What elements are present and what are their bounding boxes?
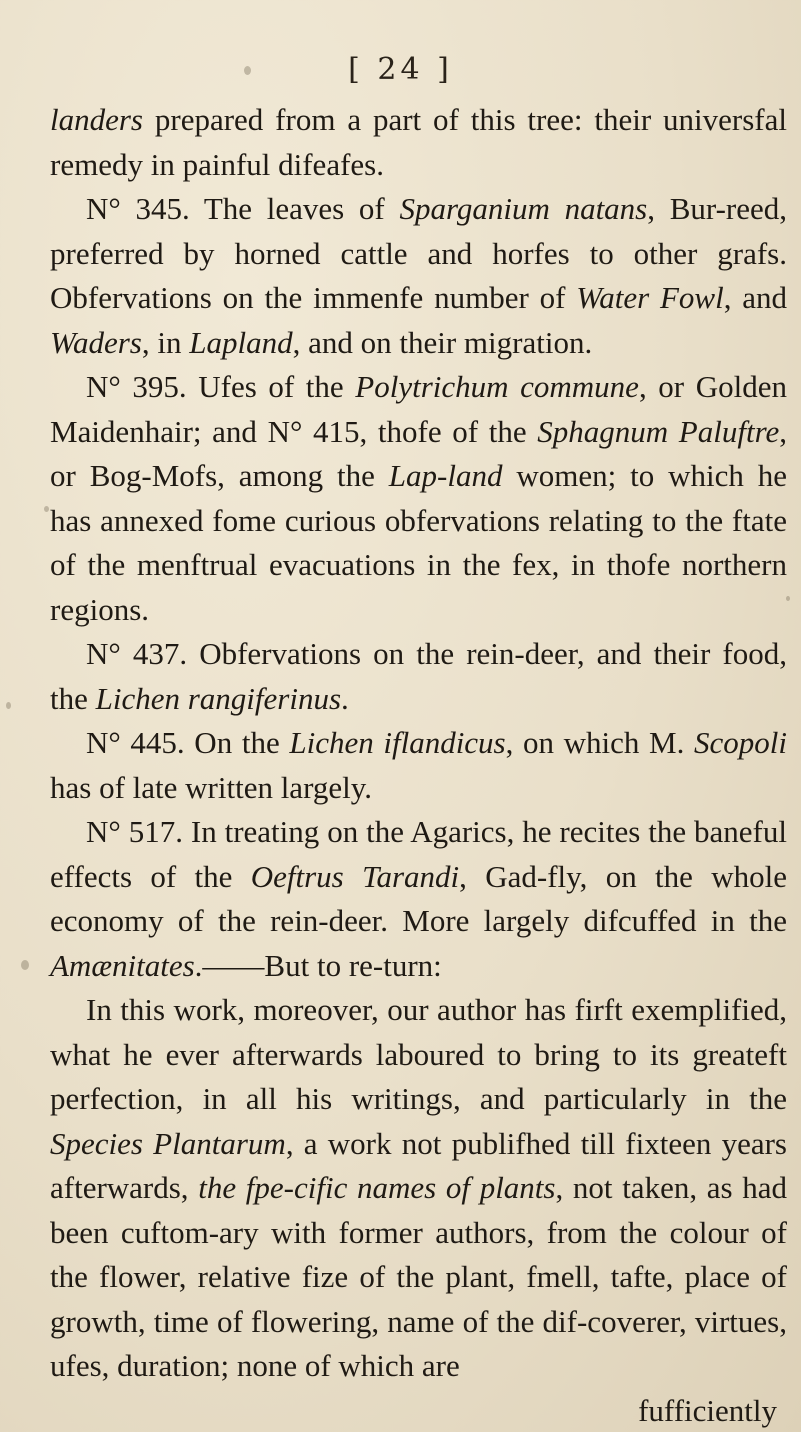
text-segment: has of late written largely. xyxy=(50,769,372,805)
text-segment: The leaves of xyxy=(189,191,400,226)
text-segment: , not taken, as had been cuftom-ary with former authors, from the colour of the flower, relative fize of the plant, fmell, tafte, place of growth, time of flowering, name of the dif-coverer, virtues, ufes, duration; none of which are xyxy=(50,1170,788,1383)
text-segment: , or Golden Maidenhair; and N° 415, thofe of the xyxy=(50,369,787,449)
text-segment: On the xyxy=(184,725,290,760)
text-segment: Waders xyxy=(50,324,142,360)
text-segment: Lapland xyxy=(189,324,293,360)
paper-speck xyxy=(6,702,11,709)
text-segment: , or Bog-Mofs, among the xyxy=(50,413,788,493)
text-segment: , Bur-reed, preferred by horned cattle and horfes to other grafs. Obfervations on the immenfe number of xyxy=(50,191,787,315)
paper-speck xyxy=(21,960,29,970)
catalogue-entry-437 xyxy=(50,632,787,721)
entry-number: N° 345. xyxy=(86,191,190,226)
entry-number: N° 437. xyxy=(86,636,188,671)
body-text xyxy=(50,98,787,1432)
text-segment: Lap-land xyxy=(388,458,503,493)
catchword: fufficiently xyxy=(638,1392,777,1428)
page-number: [ 24 ] xyxy=(348,52,453,87)
text-segment: Polytrichum commune xyxy=(355,369,639,404)
text-segment: In this work, moreover, our author has firft exemplified, what he ever afterwards laboured to bring to its greateft perfection, in all his writings, and particularly in the xyxy=(50,992,787,1116)
text-segment: Scopoli xyxy=(693,725,787,760)
text-segment: , a work not publifhed till fixteen years afterwards, xyxy=(50,1125,787,1205)
text-segment: prepared from a part of this tree: their universfal remedy in painful difeafes. xyxy=(50,102,787,182)
entry-number: N° 517. xyxy=(86,814,183,849)
text-segment: Water Fowl xyxy=(576,280,724,315)
text-segment: women; to which he has annexed fome curious obfervations relating to the ftate of the menftrual evacuations in the fex, in thofe northern regions. xyxy=(50,458,787,627)
text-segment: Species Plantarum xyxy=(50,1125,286,1161)
entry-number: N° 395. xyxy=(86,369,187,404)
text-segment: landers xyxy=(50,102,143,137)
closing-paragraph xyxy=(50,988,787,1389)
text-segment: In treating on the Agarics, he recites the baneful effects of the xyxy=(50,814,787,894)
text-segment: the fpe-cific names of plants xyxy=(198,1170,556,1205)
text-segment: Lichen rangiferinus xyxy=(95,680,342,716)
text-segment: Oeftrus Tarandi xyxy=(250,858,460,894)
text-segment: , and xyxy=(723,280,787,315)
text-segment: , and on their migration. xyxy=(292,324,593,360)
entry-number: N° 445. xyxy=(86,725,185,760)
text-segment: Sparganium natans xyxy=(399,191,648,226)
text-segment: Lichen iflandicus xyxy=(289,725,506,760)
paper-speck xyxy=(244,66,251,75)
text-segment: Sphagnum Paluftre xyxy=(537,413,780,449)
text-segment: Obfervations on the rein-deer, and their food, the xyxy=(50,636,787,716)
catalogue-entry-345 xyxy=(50,187,787,365)
paper-speck xyxy=(786,596,790,601)
text-segment: Ufes of the xyxy=(186,369,356,404)
paper-speck xyxy=(44,506,49,512)
text-segment: , Gad-fly, on the whole economy of the rein-deer. More largely difcuffed in the xyxy=(50,858,787,938)
text-segment: . xyxy=(341,680,349,716)
text-segment: , on which M. xyxy=(505,725,694,760)
text-segment: Amænitates xyxy=(50,947,195,983)
text-segment: .——But to re-turn: xyxy=(194,947,442,983)
text-segment: , in xyxy=(141,324,190,360)
catalogue-entry-517 xyxy=(50,810,787,988)
catalogue-entry-445 xyxy=(50,721,787,810)
opening-paragraph xyxy=(50,98,787,187)
catalogue-entry-395 xyxy=(50,365,787,632)
